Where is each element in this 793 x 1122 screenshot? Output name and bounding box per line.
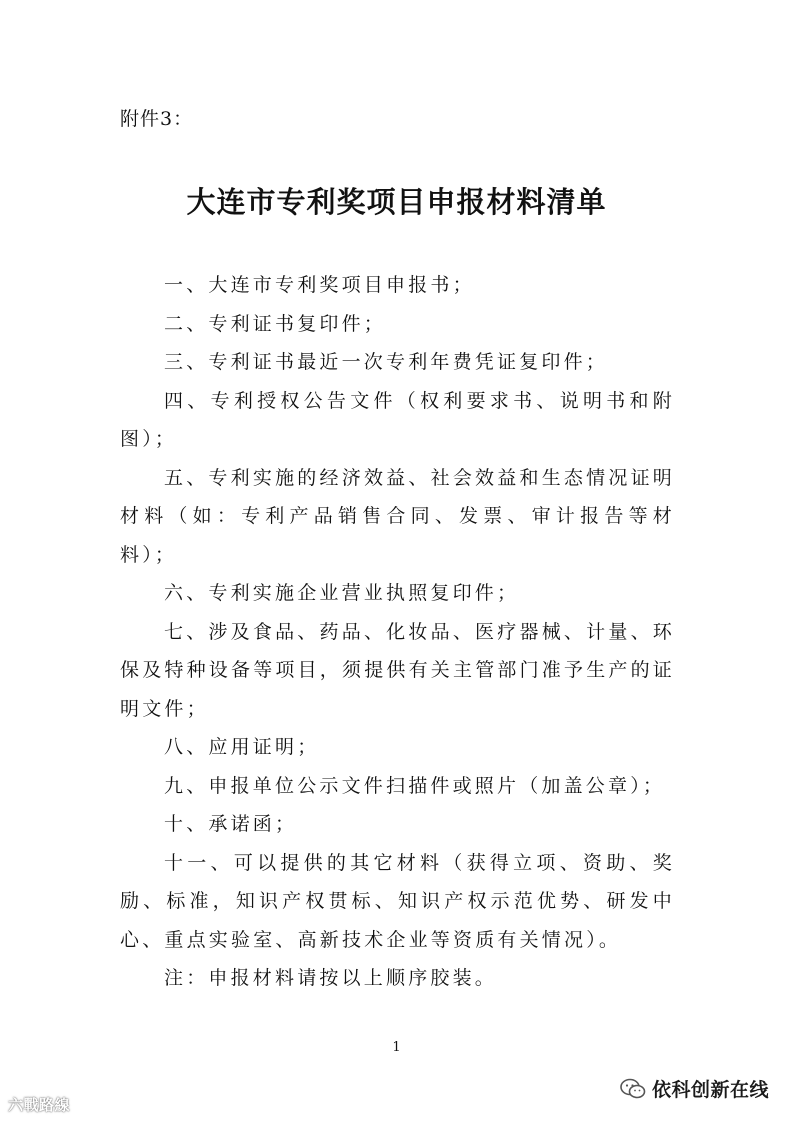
note-item: 注：申报材料请按以上顺序胶装。 bbox=[164, 967, 498, 989]
list-item: 二、专利证书复印件； bbox=[164, 312, 387, 335]
page-number: 1 bbox=[392, 1040, 401, 1055]
list-item: 四、专利授权公告文件（权利要求书、说明书和附图）； bbox=[120, 389, 675, 450]
list-item: 一、大连市专利奖项目申报书； bbox=[164, 274, 475, 296]
list-item: 十一、可以提供的其它材料（获得立项、资助、奖励、标准，知识产权贯标、知识产权示范优势、研发中心、重点实验室、高新技术企业等资质有关情况）。 bbox=[120, 851, 675, 951]
attachment-label: 附件3： bbox=[120, 108, 194, 130]
watermark-right-text: 依科创新在线 bbox=[652, 1079, 770, 1101]
list-item: 三、专利证书最近一次专利年费凭证复印件； bbox=[164, 351, 609, 373]
list-item: 十、承诺函； bbox=[164, 813, 298, 835]
list-item: 七、涉及食品、药品、化妆品、医疗器械、计量、环保及特种设备等项目，须提供有关主管部门准予生产的证明文件； bbox=[120, 620, 676, 720]
list-item: 八、应用证明； bbox=[164, 736, 320, 758]
list-item: 六、专利实施企业营业执照复印件； bbox=[164, 582, 520, 604]
watermark-left: 六戰路線 bbox=[8, 1096, 71, 1114]
document-title: 大连市专利奖项目申报材料清单 bbox=[186, 185, 607, 219]
document-body bbox=[120, 266, 675, 998]
list-item: 五、专利实施的经济效益、社会效益和生态情况证明材料（如：专利产品销售合同、发票、审计报告等材料）； bbox=[120, 466, 675, 566]
wechat-icon bbox=[620, 1078, 646, 1100]
list-item: 九、申报单位公示文件扫描件或照片（加盖公章）； bbox=[164, 774, 666, 797]
watermark-right bbox=[620, 1075, 769, 1102]
